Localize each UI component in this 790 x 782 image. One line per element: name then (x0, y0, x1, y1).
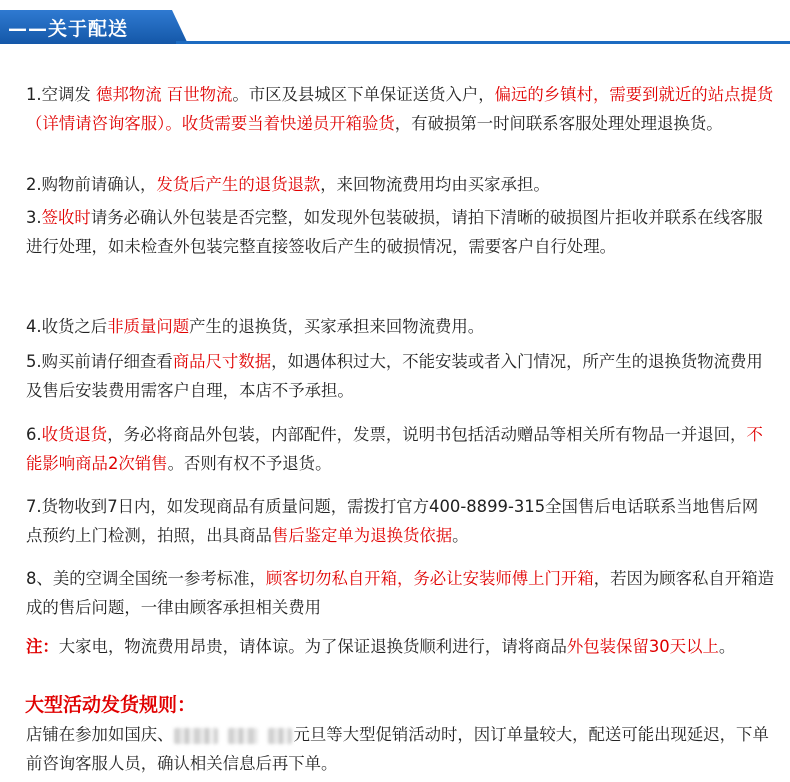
activity-text: 店铺在参加如国庆、 (26, 725, 174, 744)
rule-text: ，如遇体积过大，不能安装或者入门情况，所产生的退换货物流费用及售后安装费用需客户自理，本店不予承担。 (26, 352, 763, 400)
delivery-rule-5 (26, 347, 774, 405)
rule-highlight: 发货后产生的退货退款 (156, 175, 321, 194)
header-divider (176, 41, 790, 44)
rule-highlight: 售后鉴定单为退换货依据 (271, 526, 453, 545)
rule-text: 8、美的空调全国统一参考标准， (26, 569, 266, 588)
section-title: ——关于配送 (8, 18, 129, 40)
delivery-rule-4 (26, 312, 774, 341)
redacted-text (228, 728, 258, 744)
rule-text: 2.购物前请确认， (26, 175, 157, 194)
rule-text: 7.货物收到7日内，如发现商品有质量问题，需拨打官方400-8899-315全国售后电话联系当地售后网点预约上门检测，拍照，出具商品 (26, 497, 759, 545)
note-highlight: 外包装保留30天以上 (566, 637, 719, 656)
rule-text: 产生的退换货，买家承担来回物流费用。 (189, 317, 485, 336)
rule-highlight: 德邦物流 百世物流 (96, 85, 233, 104)
delivery-rule-6 (26, 420, 774, 478)
rule-highlight: 商品尺寸数据 (172, 352, 272, 371)
shipping-note (26, 632, 774, 661)
note-text: 大家电，物流费用昂贵，请体谅。为了保证退换货顺利进行，请将商品 (58, 637, 567, 656)
activity-rule (26, 720, 774, 778)
rule-text: 请务必确认外包装是否完整，如发现外包装破损，请拍下清晰的破损图片拒收并联系在线客服进行处理，如未检查外包装完整直接签收后产生的破损情况，需要客户自行处理。 (26, 208, 763, 256)
delivery-rule-1 (26, 80, 774, 138)
rule-text: 3. (26, 208, 42, 227)
rule-highlight: 顾客切勿私自开箱，务必让安装师傅上门开箱 (265, 569, 594, 588)
note-label: 注： (26, 637, 59, 656)
rule-text: 1.空调发 (26, 85, 97, 104)
rule-highlight: 签收时 (41, 208, 91, 227)
redacted-text (268, 728, 292, 744)
rule-text: 5.购买前请仔细查看 (26, 352, 173, 371)
delivery-rule-7 (26, 492, 774, 550)
rule-highlight: 不能影响商品2次销售 (26, 425, 763, 473)
activity-text: 元旦等大型促销活动时，因订单量较大，配送可能出现延迟，下单前咨询客服人员，确认相关信息后再下单。 (26, 725, 769, 773)
rule-text: 6. (26, 425, 42, 444)
activity-heading: 大型活动发货规则： (25, 694, 197, 716)
rule-highlight: 收货退货 (41, 425, 108, 444)
delivery-rule-2 (26, 170, 774, 199)
rule-text: 4.收货之后 (26, 317, 108, 336)
delivery-rule-3 (26, 203, 774, 261)
rule-text: ，有破损第一时间联系客服处理处理退换货。 (394, 114, 723, 133)
section-header (0, 0, 790, 44)
rule-text: 。市区及县城区下单保证送货入户， (232, 85, 495, 104)
rule-highlight: 偏远的乡镇村，需要到就近的站点提货（详情请咨询客服）。收货需要当着快递员开箱验货 (26, 85, 774, 133)
note-end: 。 (718, 637, 736, 656)
rule-text: 。否则有权不予退货。 (167, 454, 332, 473)
rule-highlight: 非质量问题 (107, 317, 190, 336)
delivery-rule-8 (26, 564, 774, 622)
rule-text: ，若因为顾客私自开箱造成的售后问题，一律由顾客承担相关费用 (26, 569, 775, 617)
redacted-text (174, 728, 218, 744)
rule-text: 。 (452, 526, 469, 545)
rule-text: ，务必将商品外包装，内部配件，发票，说明书包括活动赠品等相关所有物品一并退回， (107, 425, 747, 444)
rule-text: ，来回物流费用均由买家承担。 (320, 175, 550, 194)
